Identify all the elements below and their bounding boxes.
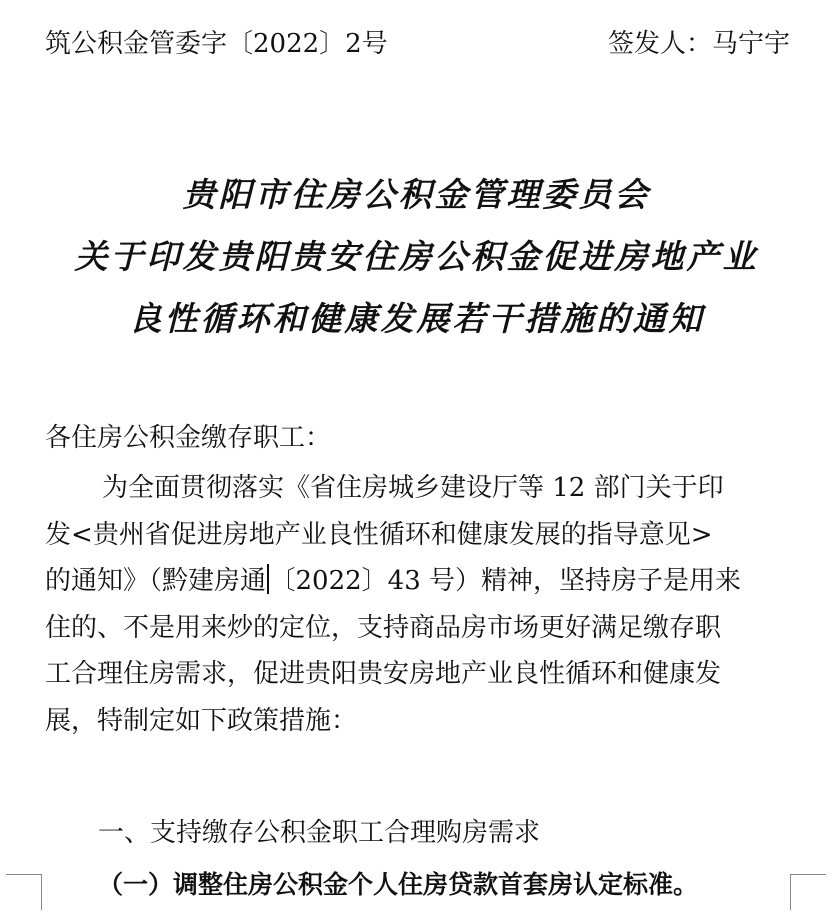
paragraph-line: 发<贵州省促进房地产业良性循环和健康发展的指导意见> [45, 519, 713, 550]
crop-mark-bottom-right [790, 874, 826, 910]
addressee: 各住房公积金缴存职工： [45, 423, 332, 453]
text-cursor [267, 564, 269, 594]
paragraph-line: 住的、不是用来炒的定位，支持商品房市场更好满足缴存职 [45, 612, 722, 643]
paragraph-fragment: 〔2022〕43 号）精神，坚持房子是用来 [269, 566, 742, 596]
document-body [45, 415, 793, 744]
document-header [45, 24, 790, 64]
document-title [40, 164, 793, 350]
title-line-1: 贵阳市住房公积金管理委员会 [182, 175, 651, 214]
section-heading-2: （一）调整住房公积金个人住房贷款首套房认定标准。 [98, 870, 699, 899]
crop-mark-bottom-left [6, 874, 42, 910]
paragraph-line: 展，特制定如下政策措施： [45, 705, 358, 736]
title-line-3: 良性循环和健康发展若干措施的通知 [128, 299, 705, 338]
section-heading-1: 一、支持缴存公积金职工合理购房需求 [98, 818, 541, 848]
paragraph-fragment: 的通知》（黔建房通 [45, 566, 267, 596]
paragraph-line [45, 558, 793, 605]
document-number: 筑公积金管委字〔2022〕2号 [45, 29, 388, 59]
signer: 签发人：马宁宇 [607, 29, 790, 59]
title-line-2: 关于印发贵阳贵安住房公积金促进房地产业 [74, 237, 759, 276]
paragraph-line: 为全面贯彻落实《省住房城乡建设厅等 12 部门关于印 [102, 473, 724, 503]
paragraph-line: 工合理住房需求，促进贵阳贵安房地产业良性循环和健康发 [45, 659, 722, 689]
